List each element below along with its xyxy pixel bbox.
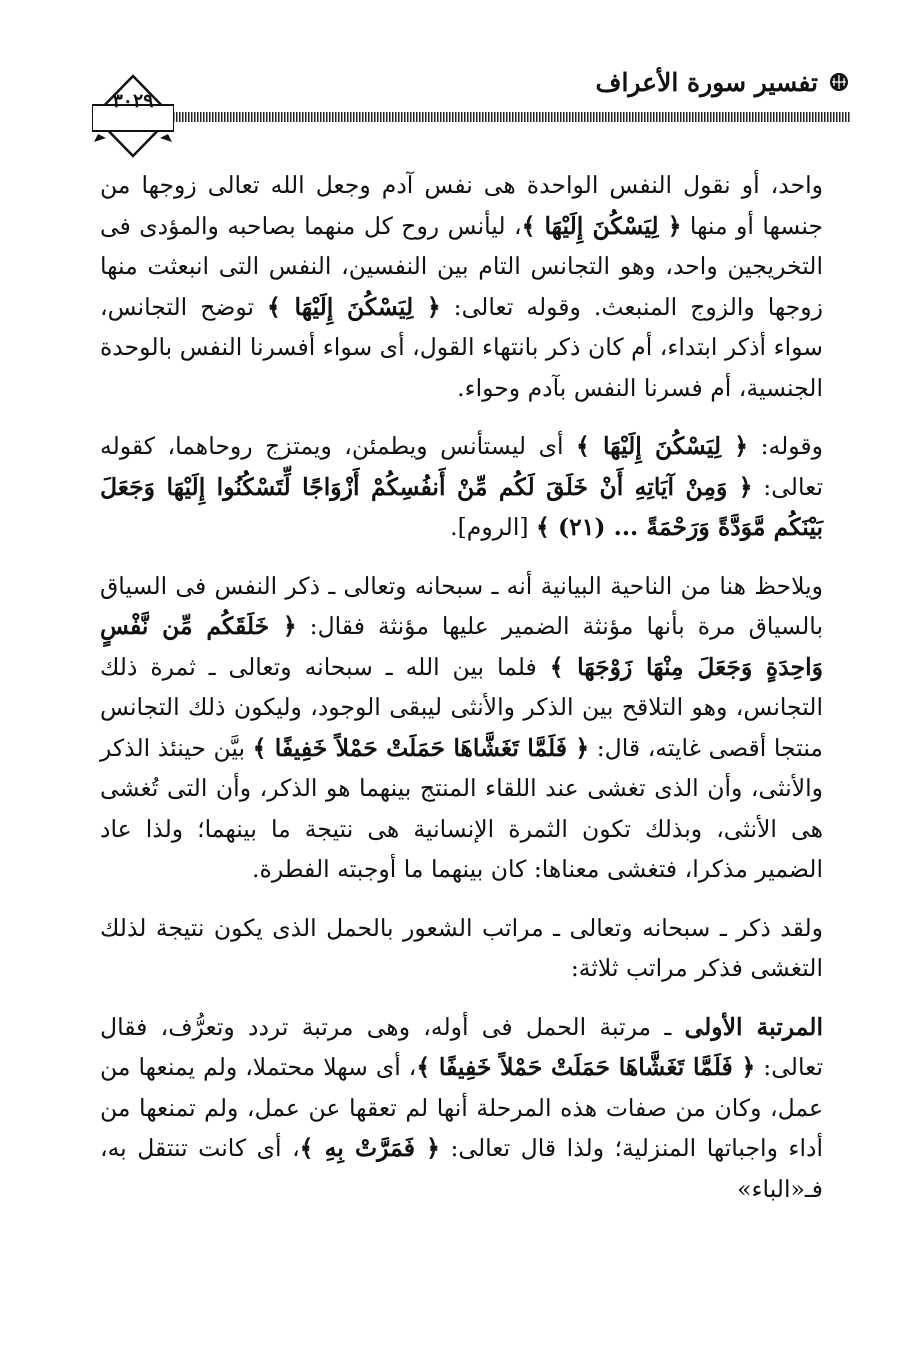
quran-verse: ﴿ فَمَرَّتْ بِهِ ﴾ — [299, 1134, 440, 1162]
bullet-ornament-icon — [827, 70, 851, 94]
running-title: تفسير سورة الأعراف — [595, 68, 818, 97]
paragraph — [100, 566, 823, 890]
text-segment: [الروم]. — [450, 513, 537, 541]
text-segment: توضح التجانس، سواء أذكر ابتداء، أم كان ذكر بانتهاء القول، أى سواء أفسرنا النفس بالوحدة الجنسية، أم فسرنا النفس بآدم وحواء. — [100, 292, 823, 402]
text-segment: بيَّن حينئذ الذكر والأنثى، وأن الذى تغشى عند اللقاء المنتج بينهما هو الذكر، وأن التى تُغشى هى الأنثى، وبذلك تكون الثمرة الإنسانية هى نتيجة ما بينهما؛ ولذا عاد الضمير مذكرا، فتغشى معناها: كان بينهما ما أوجبته الفطرة. — [100, 733, 823, 883]
quran-verse: ﴿ وَمِنْ آيَاتِهِ أَنْ خَلَقَ لَكُم مِّنْ أَنفُسِكُمْ أَزْوَاجًا لِّتَسْكُنُوا إِلَيْهَا وَجَعَلَ بَيْنَكُم مَّوَدَّةً وَرَحْمَةً ... (٢١) ﴾ — [100, 472, 823, 541]
page-header — [0, 60, 923, 160]
quran-verse: ﴿ لِيَسْكُنَ إِلَيْهَا ﴾ — [576, 432, 749, 460]
quran-verse: ﴿ فَلَمَّا تَغَشَّاهَا حَمَلَتْ حَمْلاً خَفِيفًا ﴾ — [416, 1053, 756, 1081]
page-number: ٣٠٢٩ — [112, 90, 154, 112]
paragraph — [100, 1007, 823, 1210]
text-segment: ـ مرتبة الحمل فى أوله، وهى مرتبة تردد وتعرُّف، فقال تعالى: — [100, 1012, 823, 1081]
body-text — [100, 165, 823, 1209]
text-segment: ، ليأنس روح كل منهما بصاحبه والمؤدى فى التخريجين واحد، وهو التجانس التام بين النفسين، النفس التى انبعثت منها زوجها والزوج المنبعث. وقوله تعالى: — [100, 211, 823, 321]
text-segment: واحد، أو نقول النفس الواحدة هى نفس آدم وجعل الله تعالى زوجها من جنسها أو منها — [100, 171, 823, 240]
header-rule — [170, 112, 851, 122]
paragraph — [100, 908, 823, 989]
page-number-frame — [92, 72, 174, 172]
quran-verse: ﴿ لِيَسْكُنَ إِلَيْهَا ﴾ — [267, 292, 441, 321]
quran-verse: ﴿ فَلَمَّا تَغَشَّاهَا حَمَلَتْ حَمْلاً خَفِيفًا ﴾ — [252, 733, 590, 762]
text-segment: ، أى سهلا محتملا، ولم يمنعها من عمل، وكان من صفات هذه المرحلة أنها لم تعقها عن عمل، ولم تمنعها من أداء واجباتها المنزلية؛ ولذا قال تعالى: — [100, 1053, 824, 1162]
text-segment: ويلاحظ هنا من الناحية البيانية أنه ـ سبحانه وتعالى ـ ذكر النفس فى السياق بالسياق مرة بأنها مؤنثة الضمير عليها مؤنثة فقال: — [100, 571, 823, 640]
quran-verse: ﴿ خَلَقَكُم مِّن نَّفْسٍ وَاحِدَةٍ وَجَعَلَ مِنْهَا زَوْجَهَا ﴾ — [100, 612, 823, 681]
text-segment: فلما بين الله ـ سبحانه وتعالى ـ ثمرة ذلك التجانس، وهو التلاقح بين الذكر والأنثى ليبقى الوجود، وليكون ذلك التجانس منتجا أقصى غايته، قال: — [100, 652, 824, 762]
paragraph — [100, 426, 823, 548]
section-heading: المرتبة الأولى — [684, 1012, 823, 1041]
text-segment: ، أى كانت تنتقل به، فـ«الباء» — [100, 1134, 823, 1203]
text-segment: أى ليستأنس ويطمئن، ويمتزج روحاهما، كقوله تعالى: — [100, 432, 823, 501]
text-segment: وقوله: — [748, 432, 823, 460]
quran-verse: ﴿ لِيَسْكُنَ إِلَيْهَا ﴾ — [521, 211, 682, 240]
text-segment: ولقد ذكر ـ سبحانه وتعالى ـ مراتب الشعور بالحمل الذى يكون نتيجة لذلك التغشى فذكر مراتب ثلاثة: — [100, 913, 823, 982]
paragraph — [100, 165, 823, 408]
